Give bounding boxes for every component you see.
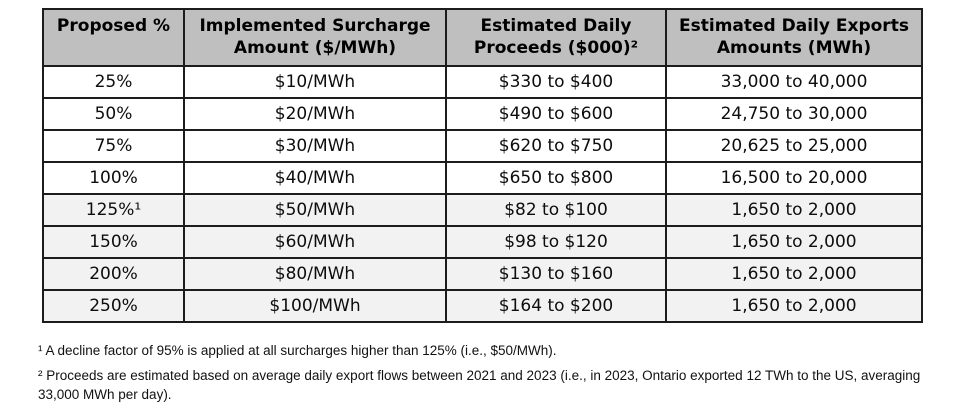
cell-daily-exports: 24,750 to 30,000: [666, 98, 922, 130]
table-header-row: [43, 9, 922, 66]
table-row: [43, 226, 922, 258]
cell-daily-proceeds: $98 to $120: [446, 226, 666, 258]
cell-surcharge-amount: $50/MWh: [184, 194, 446, 226]
surcharge-table: [42, 8, 923, 323]
col-header-surcharge-amount: Implemented Surcharge Amount ($/MWh): [184, 9, 446, 66]
table-row: [43, 98, 922, 130]
cell-surcharge-amount: $100/MWh: [184, 290, 446, 322]
cell-proposed-percent: 75%: [43, 130, 184, 162]
cell-daily-proceeds: $490 to $600: [446, 98, 666, 130]
cell-daily-exports: 1,650 to 2,000: [666, 290, 922, 322]
footnote-proceeds-estimate: ² Proceeds are estimated based on average daily export flows between 2021 and 2023 (i.e., in 2023, Ontario exported 12 TWh to the US, averaging 33,000 MWh per day).: [38, 368, 921, 403]
cell-surcharge-amount: $40/MWh: [184, 162, 446, 194]
cell-daily-proceeds: $620 to $750: [446, 130, 666, 162]
cell-proposed-percent: 50%: [43, 98, 184, 130]
cell-surcharge-amount: $10/MWh: [184, 66, 446, 98]
table-row: [43, 130, 922, 162]
table-row: [43, 290, 922, 322]
cell-proposed-percent: 100%: [43, 162, 184, 194]
table-row: [43, 162, 922, 194]
cell-proposed-percent: 25%: [43, 66, 184, 98]
footnotes: [38, 341, 952, 410]
cell-daily-exports: 1,650 to 2,000: [666, 258, 922, 290]
cell-proposed-percent: 150%: [43, 226, 184, 258]
cell-daily-exports: 20,625 to 25,000: [666, 130, 922, 162]
cell-daily-proceeds: $650 to $800: [446, 162, 666, 194]
cell-proposed-percent: 250%: [43, 290, 184, 322]
cell-surcharge-amount: $80/MWh: [184, 258, 446, 290]
cell-daily-exports: 1,650 to 2,000: [666, 194, 922, 226]
cell-daily-proceeds: $164 to $200: [446, 290, 666, 322]
cell-surcharge-amount: $60/MWh: [184, 226, 446, 258]
cell-daily-exports: 16,500 to 20,000: [666, 162, 922, 194]
cell-daily-exports: 33,000 to 40,000: [666, 66, 922, 98]
cell-daily-proceeds: $82 to $100: [446, 194, 666, 226]
cell-proposed-percent: 200%: [43, 258, 184, 290]
table-row: [43, 258, 922, 290]
col-header-daily-proceeds: Estimated Daily Proceeds ($000)²: [446, 9, 666, 66]
cell-surcharge-amount: $30/MWh: [184, 130, 446, 162]
col-header-proposed-percent: Proposed %: [43, 9, 184, 66]
cell-proposed-percent: 125%¹: [43, 194, 184, 226]
col-header-daily-exports: Estimated Daily Exports Amounts (MWh): [666, 9, 922, 66]
footnote-decline-factor: ¹ A decline factor of 95% is applied at all surcharges higher than 125% (i.e., $50/MWh).: [38, 343, 557, 358]
cell-daily-proceeds: $130 to $160: [446, 258, 666, 290]
cell-surcharge-amount: $20/MWh: [184, 98, 446, 130]
table-row: [43, 66, 922, 98]
table-row: [43, 194, 922, 226]
cell-daily-exports: 1,650 to 2,000: [666, 226, 922, 258]
cell-daily-proceeds: $330 to $400: [446, 66, 666, 98]
